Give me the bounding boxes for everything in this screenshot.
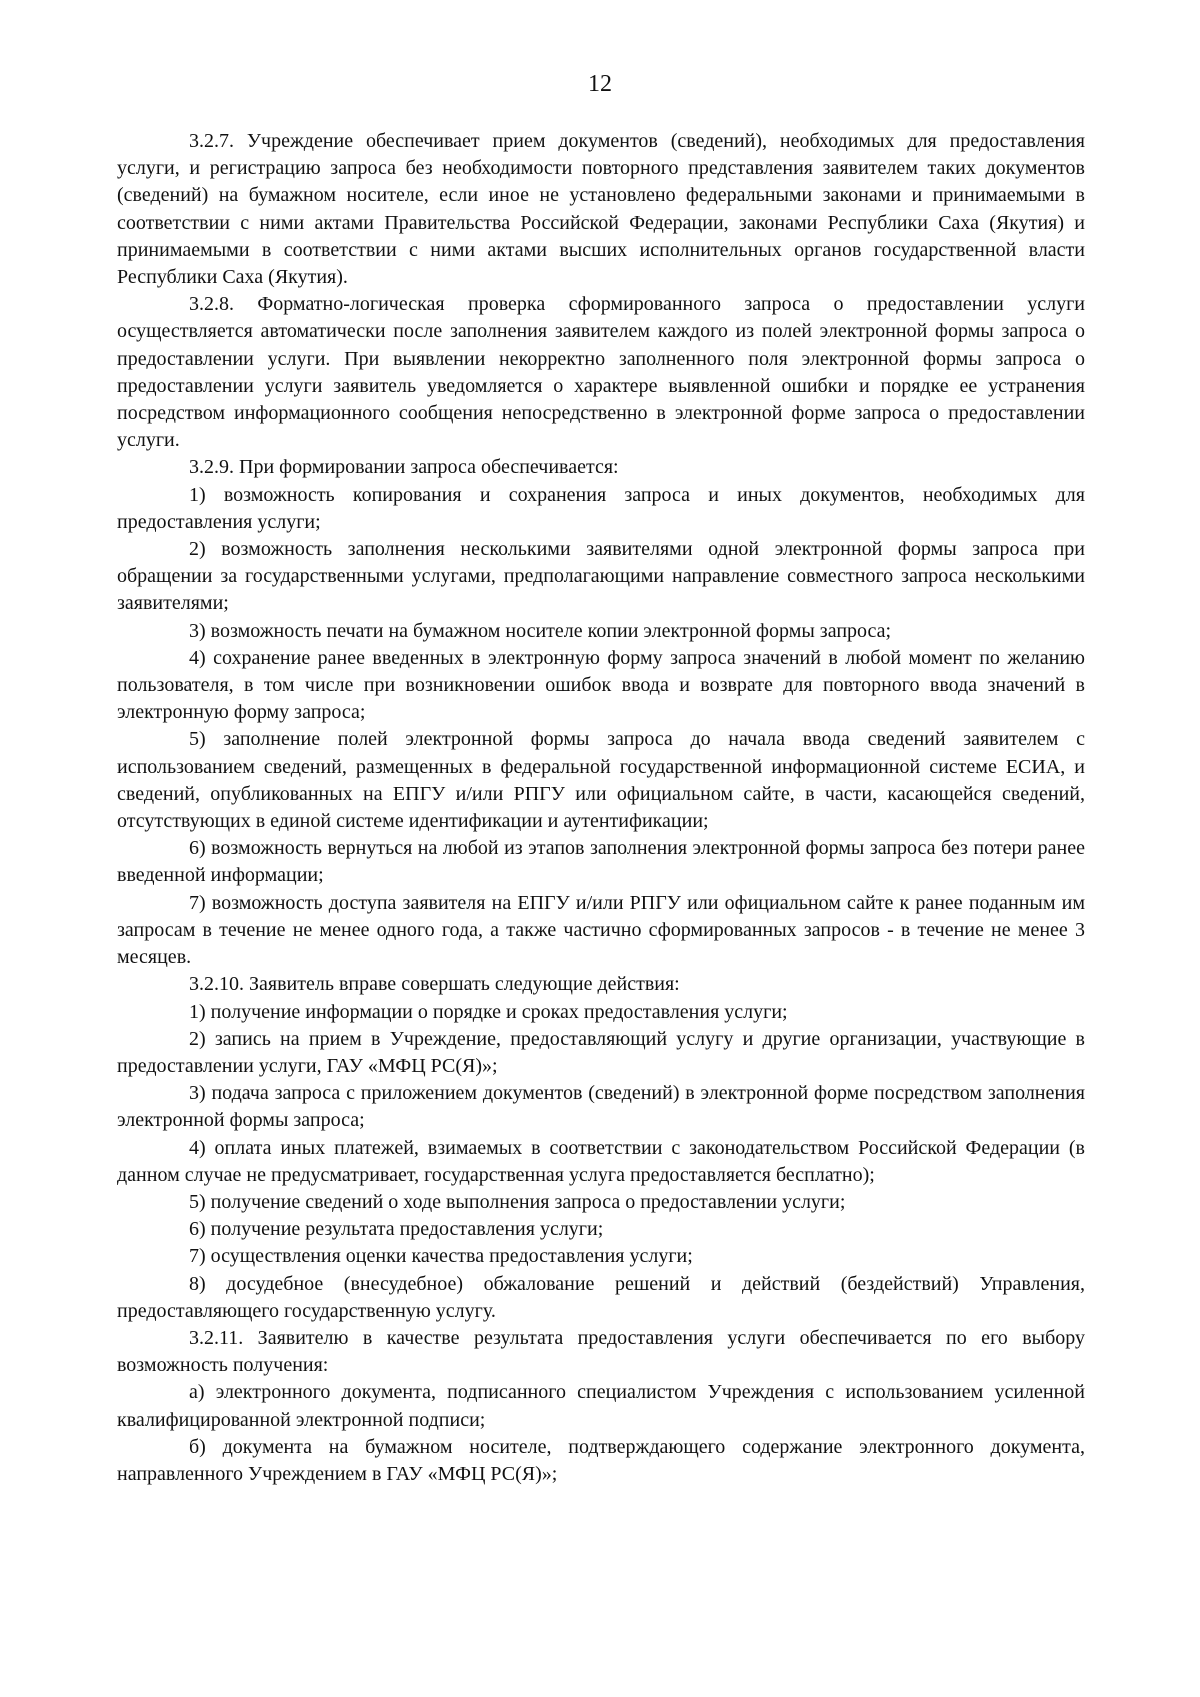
list-item-3-2-10-4: 4) оплата иных платежей, взимаемых в соответствии с законодательством Российской Федерации (в данном случае не предусматривает, государственная услуга предоставляется бесплатно); (117, 1136, 1085, 1186)
list-item-3-2-9-5: 5) заполнение полей электронной формы запроса до начала ввода сведений заявителем с использованием сведений, размещенных в федеральной государственной информационной системе ЕСИА, и сведений, опубликованных на ЕПГУ и/или РПГУ или официальном сайте, в части, касающейся сведений, отсутствующих в единой системе идентификации и аутентификации; (117, 728, 1085, 833)
paragraph-3-2-10: 3.2.10. Заявитель вправе совершать следующие действия: (189, 973, 680, 996)
paragraph-3-2-9: 3.2.9. При формировании запроса обеспечивается: (189, 456, 619, 479)
list-item-3-2-10-8: 8) досудебное (внесудебное) обжалование решений и действий (бездействий) Управления, предоставляющего государственную услугу. (117, 1272, 1085, 1322)
list-item-3-2-10-5: 5) получение сведений о ходе выполнения запроса о предоставлении услуги; (189, 1190, 846, 1213)
document-body (117, 128, 1085, 1488)
paragraph-3-2-8: 3.2.8. Форматно-логическая проверка сформированного запроса о предоставлении услуги осуществляется автоматически после заполнения заявителем каждого из полей электронной формы запроса о предоставлении услуги. При выявлении некорректно заполненного поля электронной формы запроса о предоставлении услуги заявитель уведомляется о характере выявленной ошибки и порядке ее устранения посредством информационного сообщения непосредственно в электронной форме запроса о предоставлении услуги. (117, 293, 1085, 452)
list-item-3-2-9-4: 4) сохранение ранее введенных в электронную форму запроса значений в любой момент по желанию пользователя, в том числе при возникновении ошибок ввода и возврате для повторного ввода значений в электронную форму запроса; (117, 646, 1085, 724)
list-item-3-2-9-3: 3) возможность печати на бумажном носителе копии электронной формы запроса; (189, 619, 892, 642)
list-item-3-2-10-6: 6) получение результата предоставления услуги; (189, 1218, 604, 1241)
list-item-3-2-10-1: 1) получение информации о порядке и сроках предоставления услуги; (189, 1000, 788, 1023)
list-item-3-2-9-6: 6) возможность вернуться на любой из этапов заполнения электронной формы запроса без потери ранее введенной информации; (117, 837, 1085, 887)
list-item-3-2-11-a: а) электронного документа, подписанного специалистом Учреждения с использованием усиленной квалифицированной электронной подписи; (117, 1381, 1085, 1431)
list-item-3-2-10-3: 3) подача запроса с приложением документов (сведений) в электронной форме посредством заполнения электронной формы запроса; (117, 1082, 1085, 1132)
paragraph-3-2-11: 3.2.11. Заявителю в качестве результата предоставления услуги обеспечивается по его выбору возможность получения: (117, 1326, 1085, 1377)
list-item-3-2-10-7: 7) осуществления оценки качества предоставления услуги; (189, 1245, 693, 1268)
page-number: 12 (588, 71, 612, 97)
list-item-3-2-9-2: 2) возможность заполнения несколькими заявителями одной электронной формы запроса при обращении за государственными услугами, предполагающими направление совместного запроса несколькими заявителями; (117, 538, 1085, 615)
list-item-3-2-9-7: 7) возможность доступа заявителя на ЕПГУ и/или РПГУ или официальном сайте к ранее поданным им запросам в течение не менее одного года, а также частично сформированных запросов - в течение не менее 3 месяцев. (117, 891, 1085, 969)
list-item-3-2-11-b: б) документа на бумажном носителе, подтверждающего содержание электронного документа, направленного Учреждением в ГАУ «МФЦ РС(Я)»; (117, 1435, 1085, 1485)
list-item-3-2-9-1: 1) возможность копирования и сохранения запроса и иных документов, необходимых для предоставления услуги; (117, 483, 1085, 533)
paragraph-3-2-7: 3.2.7. Учреждение обеспечивает прием документов (сведений), необходимых для предоставления услуги, и регистрацию запроса без необходимости повторного представления заявителем таких документов (сведений) на бумажном носителе, если иное не установлено федеральными законами и принимаемыми в соответствии с ними актами Правительства Российской Федерации, законами Республики Саха (Якутия) и принимаемыми в соответствии с ними актами высших исполнительных органов государственной власти Республики Саха (Якутия). (117, 130, 1085, 289)
list-item-3-2-10-2: 2) запись на прием в Учреждение, предоставляющий услугу и другие организации, участвующие в предоставлении услуги, ГАУ «МФЦ РС(Я)»; (117, 1027, 1085, 1077)
